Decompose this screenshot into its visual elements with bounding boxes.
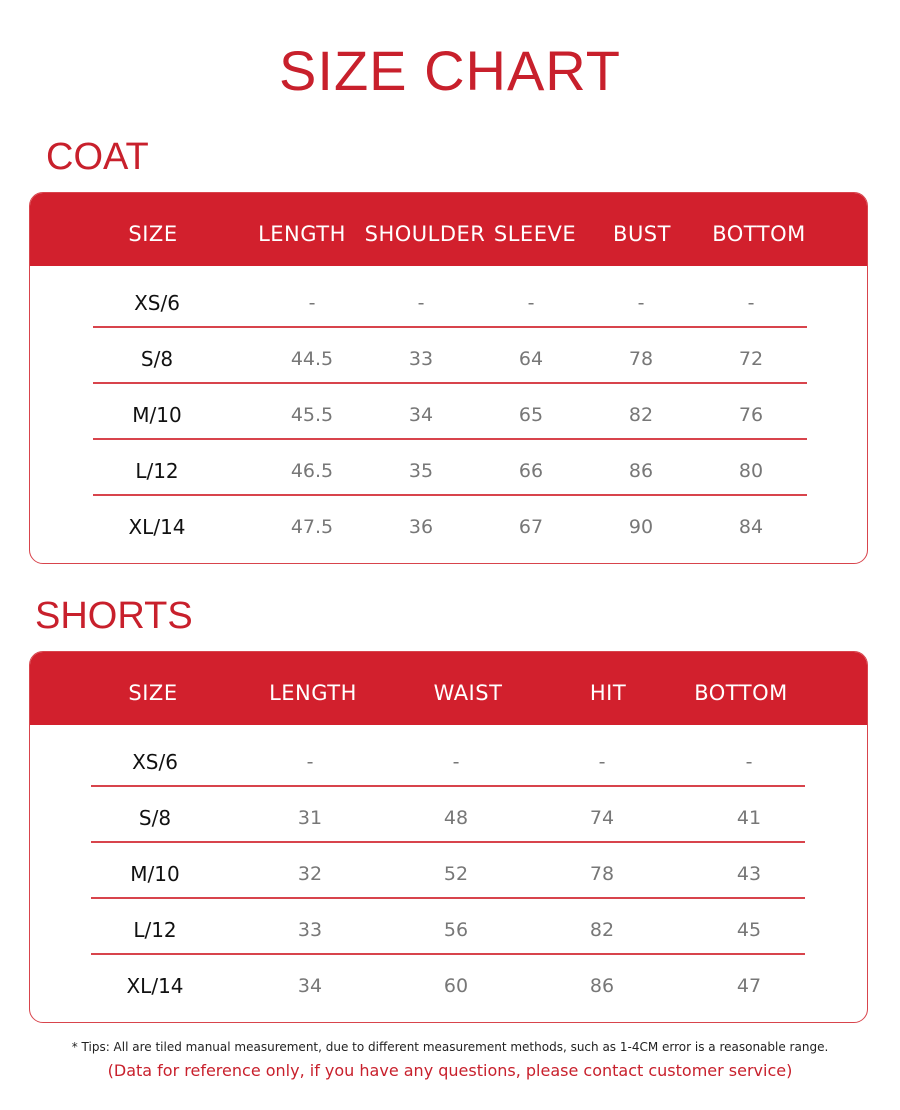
measurement-cell: 86: [628, 460, 654, 482]
table-row: [30, 790, 867, 846]
shorts-size-table: [29, 651, 868, 1023]
tips-text: * Tips: All are tiled manual measurement, due to different measurement methods, such as 1-4CM error is a reasonable range.: [71, 1040, 829, 1054]
measurement-cell: 44.5: [290, 348, 334, 370]
shorts-header-waist: WAIST: [433, 681, 503, 705]
measurement-cell: 60: [443, 975, 469, 997]
row-divider: [93, 438, 807, 440]
size-label-cell: L/12: [135, 459, 179, 483]
row-divider: [91, 785, 805, 787]
measurement-cell: 33: [408, 348, 434, 370]
measurement-cell: 64: [518, 348, 544, 370]
shorts-header-size: SIZE: [128, 681, 178, 705]
measurement-cell: 78: [628, 348, 654, 370]
page-title: SIZE CHART: [279, 39, 621, 102]
measurement-cell: 78: [589, 863, 615, 885]
measurement-cell: 32: [297, 863, 323, 885]
measurement-cell: 46.5: [290, 460, 334, 482]
measurement-cell: 66: [518, 460, 544, 482]
row-divider: [93, 382, 807, 384]
measurement-cell: -: [452, 751, 460, 773]
measurement-cell: -: [527, 292, 535, 314]
measurement-cell: 72: [738, 348, 764, 370]
coat-header-bottom: BOTTOM: [712, 222, 806, 246]
coat-header-length: LENGTH: [258, 222, 346, 246]
shorts-table-header: [30, 652, 867, 725]
size-label-cell: XL/14: [128, 515, 186, 539]
shorts-header-length: LENGTH: [269, 681, 357, 705]
size-label-cell: XS/6: [134, 291, 180, 315]
size-label-cell: XS/6: [132, 750, 178, 774]
row-divider: [91, 953, 805, 955]
shorts-header-bottom: BOTTOM: [694, 681, 788, 705]
coat-header-size: SIZE: [128, 222, 178, 246]
measurement-cell: 45.5: [290, 404, 334, 426]
measurement-cell: 35: [408, 460, 434, 482]
measurement-cell: -: [306, 751, 314, 773]
table-row: [30, 331, 867, 387]
measurement-cell: 41: [736, 807, 762, 829]
size-label-cell: M/10: [130, 862, 180, 886]
measurement-cell: 52: [443, 863, 469, 885]
measurement-cell: 90: [628, 516, 654, 538]
table-row: [30, 499, 867, 555]
row-divider: [93, 494, 807, 496]
shorts-header-hit: HIT: [589, 681, 627, 705]
measurement-cell: 31: [297, 807, 323, 829]
measurement-cell: 84: [738, 516, 764, 538]
table-row: [30, 846, 867, 902]
row-divider: [91, 841, 805, 843]
measurement-cell: 80: [738, 460, 764, 482]
measurement-cell: 82: [589, 919, 615, 941]
measurement-cell: 45: [736, 919, 762, 941]
measurement-cell: 48: [443, 807, 469, 829]
measurement-cell: 65: [518, 404, 544, 426]
measurement-cell: 33: [297, 919, 323, 941]
measurement-cell: 34: [297, 975, 323, 997]
measurement-cell: 47: [736, 975, 762, 997]
table-row: [30, 443, 867, 499]
measurement-cell: -: [598, 751, 606, 773]
size-label-cell: L/12: [133, 918, 177, 942]
measurement-cell: 86: [589, 975, 615, 997]
row-divider: [91, 897, 805, 899]
size-label-cell: S/8: [140, 347, 174, 371]
coat-table-header: [30, 193, 867, 266]
shorts-section-title: SHORTS: [35, 595, 193, 637]
coat-header-bust: BUST: [613, 222, 671, 246]
table-row: [30, 902, 867, 958]
coat-header-shoulder: SHOULDER: [364, 222, 486, 246]
measurement-cell: 43: [736, 863, 762, 885]
coat-section-title: COAT: [46, 136, 149, 178]
measurement-cell: 34: [408, 404, 434, 426]
measurement-cell: -: [308, 292, 316, 314]
measurement-cell: 67: [518, 516, 544, 538]
measurement-cell: 82: [628, 404, 654, 426]
table-row: [30, 275, 867, 331]
reference-note: (Data for reference only, if you have any questions, please contact customer service): [107, 1061, 793, 1080]
measurement-cell: -: [417, 292, 425, 314]
measurement-cell: 47.5: [290, 516, 334, 538]
measurement-cell: 74: [589, 807, 615, 829]
measurement-cell: 56: [443, 919, 469, 941]
measurement-cell: -: [745, 751, 753, 773]
measurement-cell: -: [747, 292, 755, 314]
size-label-cell: M/10: [132, 403, 182, 427]
coat-size-table: [29, 192, 868, 564]
measurement-cell: -: [637, 292, 645, 314]
row-divider: [93, 326, 807, 328]
measurement-cell: 76: [738, 404, 764, 426]
table-row: [30, 734, 867, 790]
size-label-cell: S/8: [138, 806, 172, 830]
coat-header-sleeve: SLEEVE: [493, 222, 577, 246]
table-row: [30, 387, 867, 443]
table-row: [30, 958, 867, 1014]
measurement-cell: 36: [408, 516, 434, 538]
size-label-cell: XL/14: [126, 974, 184, 998]
